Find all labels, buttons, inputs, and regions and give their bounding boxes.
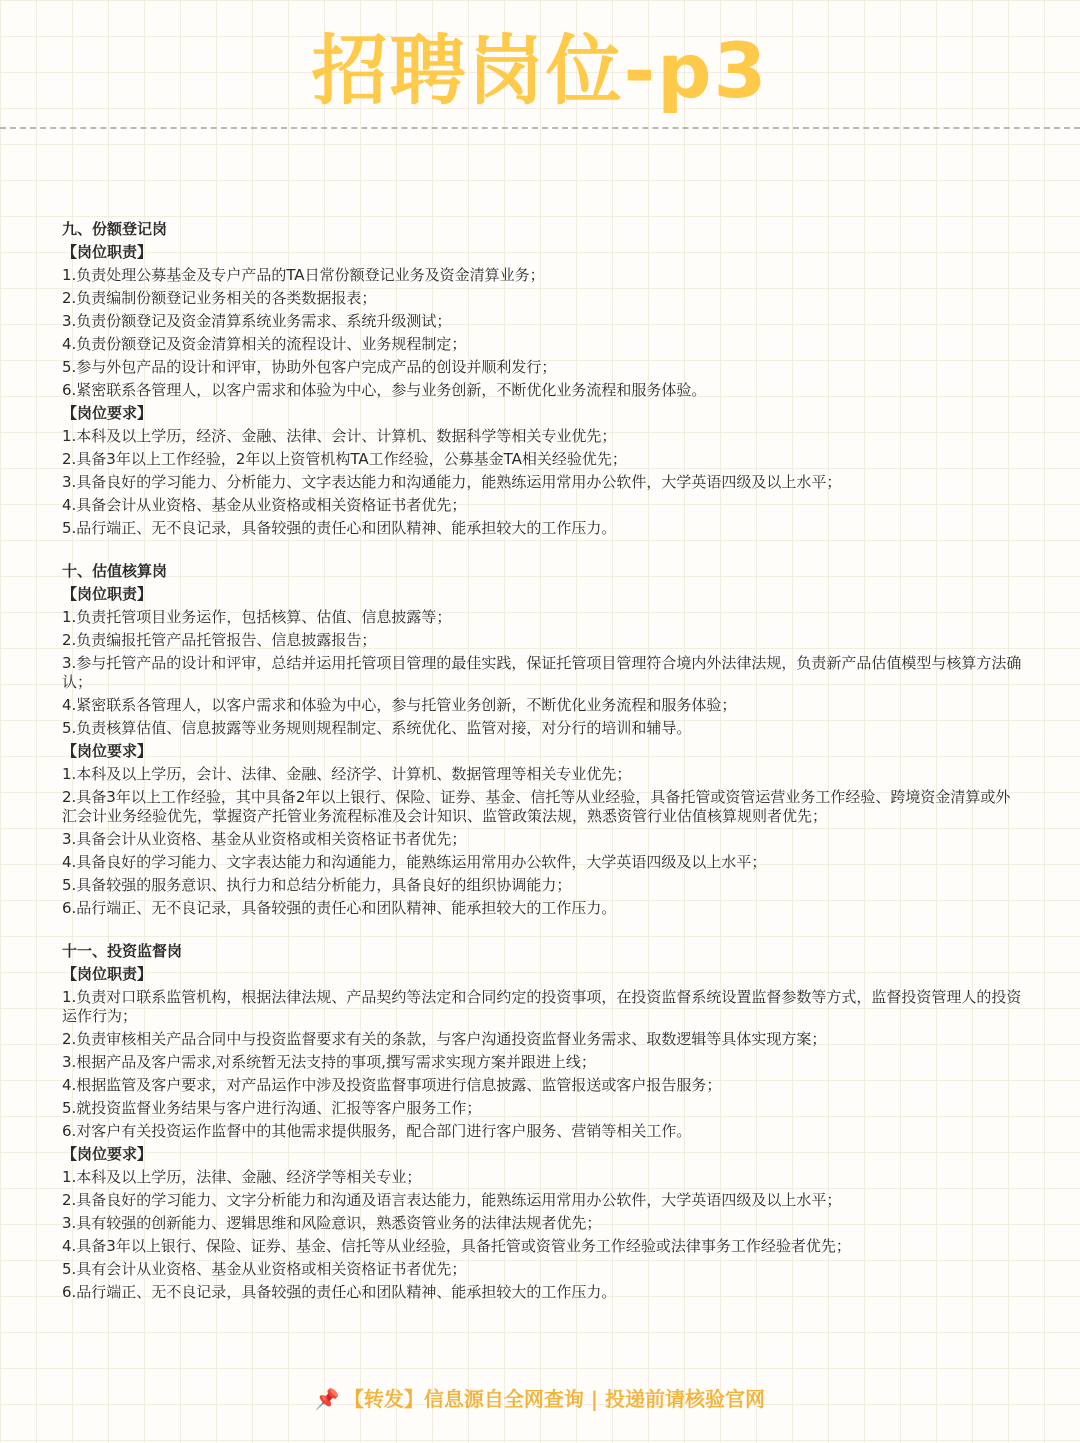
duty-item: 1.负责对口联系监管机构，根据法律法规、产品契约等法定和合同约定的投资事项，在投资监督系统设置监督参数等方式，监督投资管理人的投资运作行为； [62,988,1022,1025]
duty-item: 5.负责核算估值、信息披露等业务规则规程制定、系统优化、监管对接，对分行的培训和辅导。 [62,719,692,737]
requirement-item: 2.具备良好的学习能力、文字分析能力和沟通及语言表达能力，能熟练运用常用办公软件，大学英语四级及以上水平； [62,1191,842,1209]
pushpin-icon: 📌 [314,1387,340,1411]
duty-item: 1.负责托管项目业务运作，包括核算、估值、信息披露等； [62,608,452,626]
duty-item: 6.紧密联系各管理人，以客户需求和体验为中心，参与业务创新，不断优化业务流程和服务体验。 [62,381,707,399]
requirement-item: 3.具备会计从业资格、基金从业资格或相关资格证书者优先； [62,830,467,848]
job-section [62,218,1022,540]
requirement-item: 6.品行端正、无不良记录，具备较强的责任心和团队精神、能承担较大的工作压力。 [62,1283,617,1301]
duty-item: 5.就投资监督业务结果与客户进行沟通、汇报等客户服务工作； [62,1099,482,1117]
requirements-label: 【岗位要求】 [62,1145,153,1163]
requirement-item: 1.本科及以上学历，经济、金融、法律、会计、计算机、数据科学等相关专业优先； [62,427,617,445]
duty-item: 1.负责处理公募基金及专户产品的TA日常份额登记业务及资金清算业务； [62,266,545,284]
duty-item: 4.紧密联系各管理人，以客户需求和体验为中心，参与托管业务创新，不断优化业务流程和服务体验； [62,696,737,714]
requirement-item: 5.品行端正、无不良记录，具备较强的责任心和团队精神、能承担较大的工作压力。 [62,519,617,537]
duty-item: 5.参与外包产品的设计和评审，协助外包客户完成产品的创设并顺利发行； [62,358,557,376]
requirement-item: 6.品行端正、无不良记录，具备较强的责任心和团队精神、能承担较大的工作压力。 [62,899,617,917]
job-title: 九、份额登记岗 [62,220,168,238]
duty-item: 2.负责审核相关产品合同中与投资监督要求有关的条款，与客户沟通投资监督业务需求、取数逻辑等具体实现方案； [62,1030,827,1048]
requirement-item: 2.具备3年以上工作经验，2年以上资管机构TA工作经验，公募基金TA相关经验优先； [62,450,627,468]
duties-label: 【岗位职责】 [62,585,153,603]
requirement-item: 4.具备会计从业资格、基金从业资格或相关资格证书者优先； [62,496,467,514]
requirement-item: 1.本科及以上学历，会计、法律、金融、经济学、计算机、数据管理等相关专业优先； [62,765,632,783]
duty-item: 2.负责编制份额登记业务相关的各类数据报表； [62,289,377,307]
requirement-item: 4.具备良好的学习能力、文字表达能力和沟通能力，能熟练运用常用办公软件，大学英语四级及以上水平； [62,853,767,871]
duty-item: 3.负责份额登记及资金清算系统业务需求、系统升级测试； [62,312,452,330]
job-title: 十一、投资监督岗 [62,942,183,960]
requirement-item: 5.具有会计从业资格、基金从业资格或相关资格证书者优先； [62,1260,467,1278]
duty-item: 3.参与托管产品的设计和评审，总结并运用托管项目管理的最佳实践，保证托管项目管理符合境内外法律法规，负责新产品估值模型与核算方法确认； [62,654,1022,691]
job-title: 十、估值核算岗 [62,562,168,580]
dashed-divider [0,127,1080,129]
requirement-item: 5.具备较强的服务意识、执行力和总结分析能力，具备良好的组织协调能力； [62,876,572,894]
job-section [62,940,1022,1304]
requirement-item: 3.具有较强的创新能力、逻辑思维和风险意识，熟悉资管业务的法律法规者优先； [62,1214,602,1232]
duty-item: 4.负责份额登记及资金清算相关的流程设计、业务规程制定； [62,335,467,353]
duty-item: 3.根据产品及客户需求,对系统暂无法支持的事项,撰写需求实现方案并跟进上线； [62,1053,596,1071]
footer-text: 【转发】信息源自全网查询 | 投递前请核验官网 [343,1387,766,1411]
job-listing-content [62,218,1022,1324]
duties-label: 【岗位职责】 [62,965,153,983]
requirements-label: 【岗位要求】 [62,742,153,760]
job-section [62,560,1022,920]
duty-item: 2.负责编报托管产品托管报告、信息披露报告； [62,631,377,649]
page-title: 招聘岗位-p3 [311,26,769,115]
duties-label: 【岗位职责】 [62,243,153,261]
requirement-item: 1.本科及以上学历，法律、金融、经济学等相关专业； [62,1168,422,1186]
duty-item: 4.根据监管及客户要求，对产品运作中涉及投资监督事项进行信息披露、监管报送或客户报告服务； [62,1076,722,1094]
duty-item: 6.对客户有关投资运作监督中的其他需求提供服务，配合部门进行客户服务、营销等相关工作。 [62,1122,692,1140]
requirement-item: 2.具备3年以上工作经验，其中具备2年以上银行、保险、证券、基金、信托等从业经验，具备托管或资管运营业务工作经验、跨境资金清算或外汇会计业务经验优先，掌握资产托管业务流程标准及会计知识、监管政策法规，熟悉资管行业估值核算规则者优先； [62,788,1011,825]
footer-note [0,1383,1080,1412]
requirements-label: 【岗位要求】 [62,404,153,422]
requirement-item: 4.具备3年以上银行、保险、证券、基金、信托等从业经验，具备托管或资管业务工作经验或法律事务工作经验者优先； [62,1237,851,1255]
requirement-item: 3.具备良好的学习能力、分析能力、文字表达能力和沟通能力，能熟练运用常用办公软件，大学英语四级及以上水平； [62,473,842,491]
